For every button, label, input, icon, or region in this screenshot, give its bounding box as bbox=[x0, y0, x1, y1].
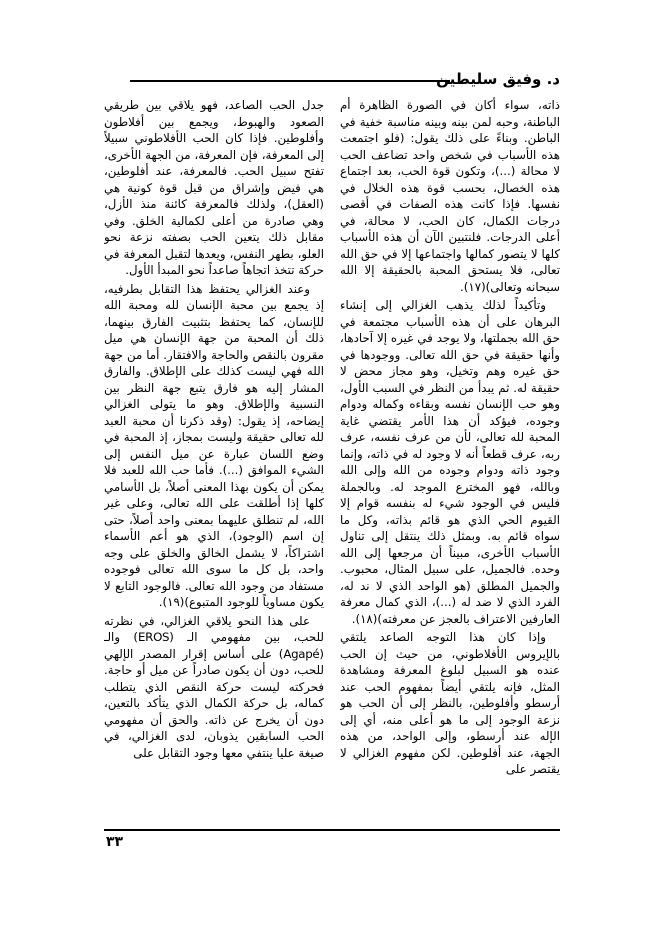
paragraph: ذاته، سواء أكان في الصورة الظاهرة أم الباطنة، وحبه لمن بينه وبينه مناسبة خفية في الباطن. وبناءً على ذلك يقول: (فلو اجتمعت هذه الأسباب في شخص واحد تضاعف الحب لا محالة (...)، وتكون قوة الحب، بعد اجتماع هذه الخصال، بحسب قوة هذه الخلال في نفسها. فإذا كانت هذه الصفات في أقصى درجات الكمال، كان الحب، لا محالة، في أعلى الدرجات. فلنتبين الآن أن هذه الأسباب كلها لا يتصور كمالها واجتماعها إلا في حق الله تعالى، فلا يستحق المحبة بالحقيقة إلا الله سبحانه وتعالى)(١٧). bbox=[340, 98, 560, 294]
left-text-column bbox=[104, 97, 324, 817]
page-number: ٣٣ bbox=[106, 834, 124, 850]
running-header bbox=[130, 70, 560, 94]
paragraph: على هذا النحو يلاقي الغزالي، في نظرته للحب، بين مفهومي الـ (EROS) والـ (Agapé) على أساس إقرار المصدر الإلهي للحب، دون أن يكون صادراً عن ميل أو حاجة. فحركته ليست حركة النقص الذي يتطلب كماله، بل حركة الكمال الذي يتأكد بالتعين، دون أن يخرج عن ذاته. والحق أن مفهومي الحب السابقين يذوبان، لدى الغزالي، في صيغة عليا ينتفي معها وجود التقابل على bbox=[104, 613, 324, 760]
header-rule bbox=[130, 80, 450, 82]
paragraph: وتأكيداً لذلك يذهب الغزالي إلى إنشاء البرهان على أن هذه الأسباب مجتمعة في حق الله بجملتها، ولا يوجد في غيره إلا آحادها، وأنها حقيقة في حق الله تعالى. ووجودها في حق غيره وهم وتخيل، وهو مجاز محض لا حقيقة له. ثم يبدأ من النظر في السبب الأول، وهو حب الإنسان نفسه وبقاءه وكماله ودوام وجوده، فيؤكد أن هذا الأمر يقتضي غاية المحبة لله تعالى، لأن من عرف نفسه، عرف ربه، عرف قطعاً أنه لا وجود له في ذاته، وإنما وجود ذاته ودوام وجوده من الله وإلى الله وبالله، فهو المخترع الموجد له. وبالجملة فليس في الوجود شيء له بنفسه قوام إلا القيوم الحي الذي هو قائم بذاته، وكل ما سواه قائم به. وبمثل ذلك ينتقل إلى تناول الأسباب الأخرى، مبيناً أن مرجعها إلى الله وحده. فالجميل، على سبيل المثال، محبوب. والجميل المطلق (هو الواحد الذي لا ند له، الفرد الذي لا ضد له (...)، الذي كمال معرفة العارفين الاعتراف بالعجز عن معرفته)(١٨). bbox=[340, 298, 560, 626]
paragraph: وإذا كان هذا التوجه الصاعد يلتقي بالإيروس الأفلاطوني، من حيث إن الحب عنده هو السبيل لبلوغ المعرفة ومشاهدة المثل، فإنه يلتقي أيضاً بمفهوم الحب عند أرسطو وأفلوطين، بالنظر إلى أن الحب هو نزعة الوجود إلى ما هو أعلى منه، أي إلى الإله عند أرسطو، وإلى الواحد، من هذه الجهة، عند أفلوطين. لكن مفهوم الغزالي لا يقتصر على bbox=[340, 630, 560, 776]
right-text-column bbox=[340, 97, 560, 817]
footer-rule bbox=[104, 829, 560, 831]
author-name: د. وفيق سليطين bbox=[436, 70, 560, 88]
paragraph: جدل الحب الصاعد، فهو يلاقي بين طريقي الصعود والهبوط، ويجمع بين أفلاطون وأفلوطين. فإذا كان الحب الأفلاطوني سبيلاً إلى المعرفة، فإن المعرفة، من الجهة الأخرى، تفتح سبيل الحب. فالمعرفة، عند أفلوطين، هي فيض وإشراق من قبل قوة كونية هي (العقل)، ولذلك فالمعرفة كائنة منذ الأزل، وهي صادرة من أعلى لكمالية الخلق. وفي مقابل ذلك يتعين الحب بصفته نزعة نحو العلو، بطهر النفس، ويعدها لتقبل المعرفة في حركة تتخذ اتجاهاً صاعداً نحو المبدأ الأول. bbox=[104, 98, 324, 277]
paragraph: وعند الغزالي يحتفظ هذا التقابل بطرفيه، إذ يجمع بين محبة الإنسان لله ومحبة الله للإنسان، كما يحتفظ بتثبيت الفارق بينهما، ذلك أن المحبة من جهة الإنسان هي ميل مقرون بالنقص والحاجة والافتقار. أما من جهة الله فهي ليست كذلك على الإطلاق. والفارق المشار إليه هو فارق يتبع جهة النظر بين النسبية والإطلاق. وهو ما يتولى الغزالي إيضاحه، إذ يقول: (وقد ذكرنا أن محبة العبد لله تعالى حقيقة وليست بمجاز، إذ المحبة في وضع اللسان عبارة عن ميل النفس إلى الشيء الموافق (...). فأما حب الله للعبد فلا يمكن أن يكون بهذا المعنى أصلاً، بل الأسامي كلها إذا أطلقت على الله تعالى، وعلى غير الله، لم تنطلق عليهما بمعنى واحد أصلاً، حتى إن اسم (الوجود)، الذي هو أعم الأسماء اشتراكاً، لا يشمل الخالق والخلق على وجه واحد، بل كل ما سوى الله تعالى فوجوده مستفاد من وجود الله تعالى. فالوجود التابع لا يكون مساوياً للوجود المتبوع)(١٩). bbox=[104, 281, 324, 609]
